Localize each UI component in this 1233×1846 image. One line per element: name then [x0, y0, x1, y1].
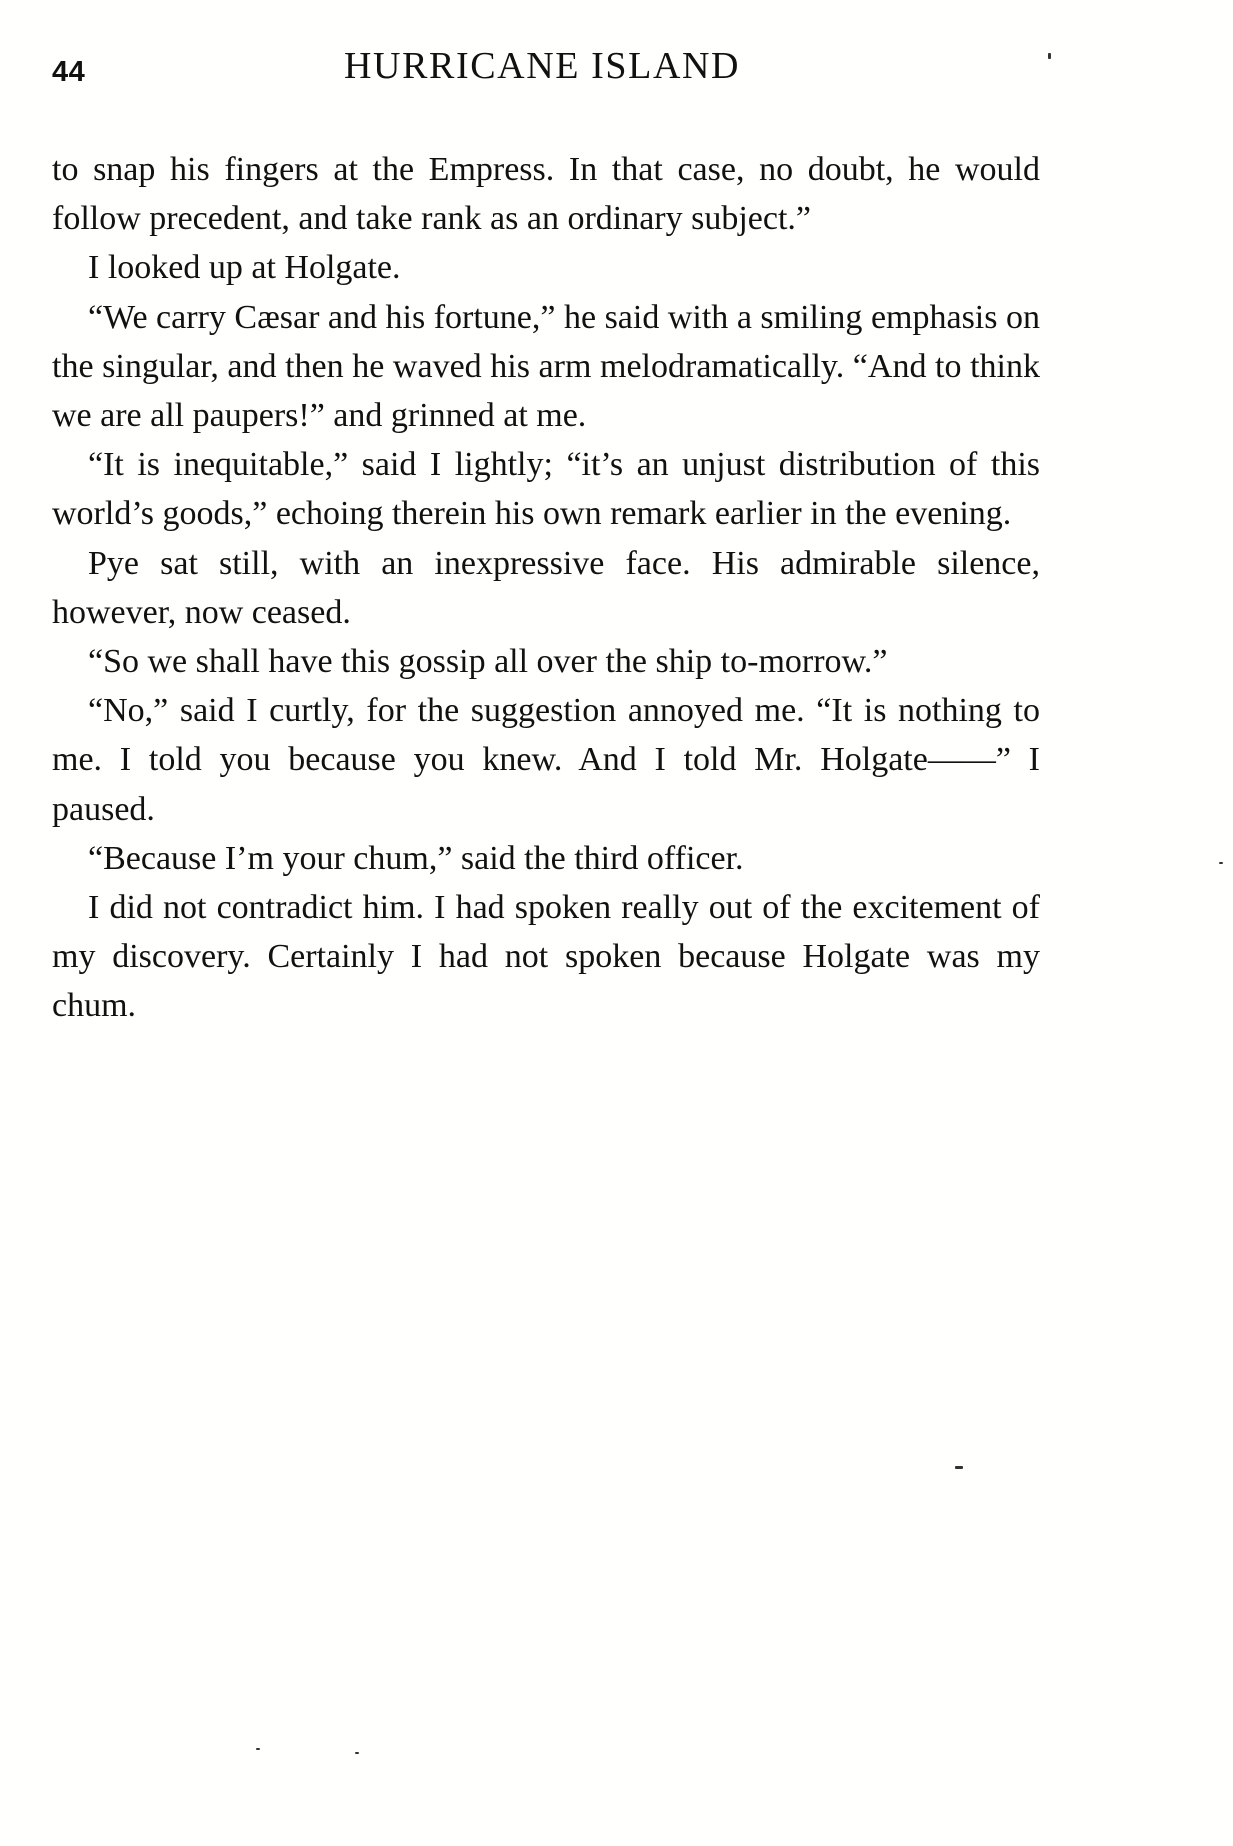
- scan-speck: [355, 1752, 359, 1754]
- scan-speck: [955, 1466, 963, 1469]
- scan-speck: [256, 1748, 260, 1750]
- paragraph: Pye sat still, with an inexpressive face. His admirable silence, however, now ceased.: [52, 544, 1040, 631]
- body-text: [52, 145, 1040, 1031]
- scan-speck: [1048, 53, 1051, 59]
- paragraph-continuation: to snap his fingers at the Empress. In that case, no doubt, he would follow precedent, and take rank as an ordinary subject.”: [52, 151, 1040, 238]
- paragraph: “No,” said I curtly, for the suggestion annoyed me. “It is nothing to me. I told you because you knew. And I told Mr. Holgate——” I paused.: [52, 692, 1040, 828]
- paragraph: “It is inequitable,” said I lightly; “it’s an unjust distribution of this world’s goods,” echoing therein his own remark earlier in the evening.: [52, 446, 1040, 533]
- paragraph: “We carry Cæsar and his fortune,” he said with a smiling emphasis on the singular, and then he waved his arm melodramatically. “And to think we are all paupers!” and grinned at me.: [52, 298, 1040, 435]
- paragraph: “Because I’m your chum,” said the third officer.: [88, 839, 744, 877]
- scan-speck: [1219, 862, 1223, 864]
- book-title: HURRICANE ISLAND: [344, 45, 741, 87]
- page-number: 44: [52, 56, 86, 88]
- paragraph: I looked up at Holgate.: [88, 249, 401, 287]
- paragraph: “So we shall have this gossip all over the ship to-morrow.”: [88, 643, 888, 681]
- paragraph: I did not contradict him. I had spoken really out of the excitement of my discovery. Certainly I had not spoken because Holgate was my chum.: [52, 889, 1040, 1025]
- running-head: [52, 44, 1053, 90]
